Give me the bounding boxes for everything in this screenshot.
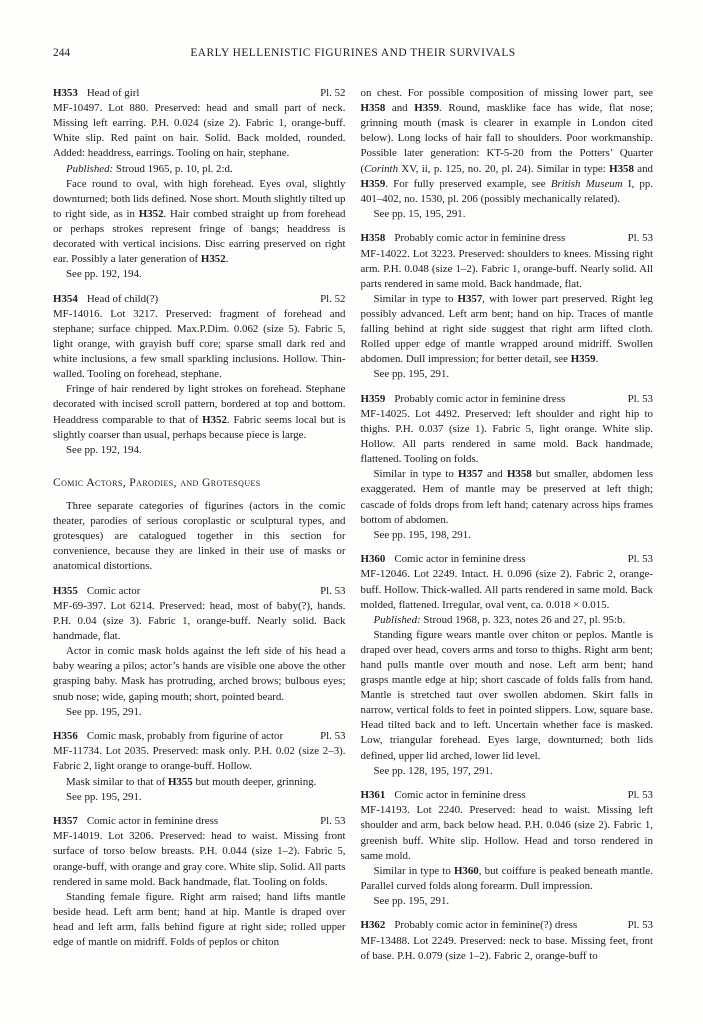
entry-header-left — [53, 292, 158, 307]
plate-reference: Pl. 53 — [320, 815, 346, 828]
catalog-reference: H352 — [202, 413, 227, 426]
entry-title: Comic actor in feminine dress — [394, 553, 526, 566]
paragraph: See pp. 192, 194. — [66, 443, 142, 456]
entry-header — [53, 292, 346, 307]
catalog-reference: H357 — [457, 292, 483, 305]
running-head — [53, 46, 653, 61]
entry-id: H359 — [360, 392, 386, 405]
entry-header — [361, 918, 654, 933]
entry-header — [361, 788, 654, 803]
italic-text: Published: — [66, 162, 114, 175]
entry-id: H354 — [53, 292, 78, 305]
column-2 — [361, 86, 654, 964]
entry-header — [361, 392, 654, 407]
entry-header — [361, 552, 654, 567]
paragraph: MF-10497. Lot 880. Preserved: head and small part of neck. Missing left earring. P.H. 0.024 (size 2). Fabric 1, orange-buff. White slip. Red paint on hair. Solid. Back molded, rounded. Added: headdress, earrings. Tooling on hair, stephane. — [53, 102, 346, 160]
entry-header-left — [53, 584, 140, 599]
running-head-title: EARLY HELLENISTIC FIGURINES AND THEIR SURVIVALS — [190, 47, 516, 59]
paragraph: Actor in comic mask holds against the left side of his head a baby wearing a pilos; actor’s hands are visible one above the other grasping baby. Mask has protruding, arched brows; bulbous eyes; snub nose; wide, gaping mouth; short, pointed beard. — [53, 645, 346, 703]
paragraph: MF-13488. Lot 2249. Preserved: neck to base. Missing feet, front of base. P.H. 0.079 (size 1–2). Fabric 2, orange-buff to — [360, 934, 653, 962]
entry-header-left — [361, 552, 526, 567]
entry-id: H356 — [53, 730, 78, 743]
paragraph: Similar in type to H360, but coiffure is peaked beneath mantle. Parallel curved folds along forearm. Dull impression. — [360, 864, 653, 892]
entry-title: Head of girl — [86, 87, 140, 100]
section-heading: Comic Actors, Parodies, and Grotesques — [53, 475, 261, 489]
entry-header-left — [53, 814, 218, 829]
entry-id: H357 — [53, 815, 78, 828]
entry-id: H353 — [53, 87, 78, 100]
entry-title: Comic actor in feminine dress — [86, 815, 219, 828]
entry-header — [53, 814, 346, 829]
paragraph: on chest. For possible composition of missing lower part, see H358 and H359. Round, masklike face has wide, flat nose; grinning mouth (mask is clearer in example in London cited below). Long locks of hair fall to shoulders. Poor workmanship. Possible later generation: KT-5-20 from the Potters’ Quarter (Corinth XV, ii, p. 125, no. 20, pl. 24). Similar in type: H358 and H359. For fully preserved example, see British Museum I, pp. 401–402, no. 1530, pl. 206 (possibly mechanically related). — [360, 87, 654, 205]
paragraph: Three separate categories of figurines (actors in the comic theater, parodies of serious coroplastic or sculptural types, and grotesques) are catalogued together in this section for convenience, because they are linked in their use of masks or anatomical distortions. — [53, 499, 346, 573]
plate-reference: Pl. 53 — [320, 584, 346, 597]
entry-title: Comic actor — [86, 584, 141, 597]
paragraph: See pp. 195, 291. — [66, 705, 142, 718]
entry-id: H355 — [53, 584, 78, 597]
paragraph: MF-14193. Lot 2240. Preserved: head to waist. Missing left shoulder and arm, back below head. P.H. 0.046 (size 2). Fabric 1, greenish buff. White slip. Hollow. Head and torso rendered in same mold. — [360, 804, 653, 862]
paragraph: Published: Stroud 1965, p. 10, pl. 2:d. — [66, 162, 233, 175]
paragraph: Standing figure wears mantle over chiton or peplos. Mantle is draped over head, covers arms and torso to thighs. Right arm bent; hand pulls mantle over mouth and nose. Left arm bent; hand grasps mantle edge at hip; short cascade of folds falls from hand. Mantle is stretched taut over swollen abdomen. Skirt falls in narrow, vertical folds to feet in pointed slippers. Low, square base. Head tilted back and to left. Uncertain whether face is masked. Low, triangular forehead. Eyes large, downturned; both lids defined, upper lid arched, lower lid level. — [360, 628, 653, 762]
italic-text: British Museum — [550, 177, 623, 190]
page-number: 244 — [53, 47, 71, 59]
entry-header — [53, 729, 346, 744]
paragraph: See pp. 128, 195, 197, 291. — [373, 764, 493, 777]
plate-reference: Pl. 52 — [320, 292, 346, 305]
catalog-reference: H358 — [609, 162, 634, 175]
entry-id: H362 — [360, 919, 386, 932]
catalog-reference: H358 — [506, 468, 532, 481]
entry-header-left — [53, 729, 283, 744]
entry-header-left — [361, 788, 526, 803]
entry-header-left — [361, 918, 578, 933]
catalog-reference: H360 — [453, 864, 479, 877]
entry-header-left — [361, 392, 566, 407]
entry-title: Probably comic actor in feminine dress — [394, 232, 566, 245]
paragraph: MF-69-397. Lot 6214. Preserved: head, most of baby(?), hands. P.H. 0.04 (size 3). Fabric 1, orange-buff. Nearly solid. Back handmade, flat. — [53, 600, 346, 643]
paragraph: MF-14025. Lot 4492. Preserved: left shoulder and right hip to thighs. P.H. 0.037 (size 1). Fabric 5, light orange. White slip. Hollow. All parts rendered in same mold. Back handmade, flattened. Tooling on folds. — [360, 407, 653, 466]
column-1 — [53, 86, 346, 964]
entry-title: Head of child(?) — [86, 292, 159, 305]
columns — [53, 86, 653, 964]
entry-id: H358 — [360, 232, 386, 245]
italic-text: Published: — [373, 613, 421, 626]
entry-header — [53, 584, 346, 599]
entry-title: Comic mask, probably from figurine of actor — [86, 730, 284, 743]
entry-title: Probably comic actor in feminine(?) dress — [394, 919, 578, 932]
entry-header — [53, 86, 346, 101]
entry-header — [361, 231, 654, 246]
catalog-reference: H358 — [360, 102, 386, 115]
paragraph: Similar in type to H357, with lower part preserved. Right leg possibly advanced. Left arm bent; hand on hip. Traces of mantle falling behind at right side suggest that right arm lifted cloth. Rolled upper edge of mantle wrapped around midriff. Swollen abdomen. Dull impression; for better detail, see H359. — [360, 292, 653, 366]
paragraph: Mask similar to that of H355 but mouth deeper, grinning. — [66, 775, 317, 788]
paragraph: MF-14022. Lot 3223. Preserved: shoulders to knees. Missing right arm. P.H. 0.048 (size 1–2). Fabric 1, orange-buff. Nearly solid. All parts rendered in same mold. Back handmade, flat. — [360, 247, 653, 290]
paragraph: Similar in type to H357 and H358 but smaller, abdomen less exaggerated. Hem of mantle may be preserved at left thigh; cascade of folds drops from left hand; catenary across hips frames bottom of abdomen. — [360, 468, 654, 526]
paragraph: See pp. 192, 194. — [66, 268, 142, 281]
plate-reference: Pl. 53 — [627, 919, 653, 932]
paragraph: See pp. 195, 291. — [373, 894, 450, 907]
entry-header-left — [361, 231, 566, 246]
entry-id: H360 — [360, 553, 386, 566]
entry-header-left — [53, 86, 139, 101]
paragraph: MF-11734. Lot 2035. Preserved: mask only. P.H. 0.02 (size 2–3). Fabric 2, light orange to orange-buff. Hollow. — [53, 745, 346, 773]
catalog-reference: H359 — [360, 177, 386, 190]
catalog-reference: H352 — [200, 253, 226, 266]
plate-reference: Pl. 53 — [627, 392, 653, 405]
catalog-reference: H359 — [414, 102, 440, 115]
plate-reference: Pl. 53 — [627, 232, 653, 245]
paragraph: See pp. 195, 291. — [373, 368, 450, 381]
italic-text: Corinth — [364, 162, 399, 175]
plate-reference: Pl. 53 — [627, 553, 653, 566]
paragraph: Face round to oval, with high forehead. Eyes oval, slightly downturned; both lids defined. Nose short. Mouth slightly tilted up to right side, as in H352. Hair combed straight up from forehead or perhaps strokes represent fringe of bangs; headdress is decorated with vertical incisions. Disc earring preserved on right ear. Possibly a later generation of H352. — [53, 177, 346, 266]
paragraph: See pp. 195, 198, 291. — [373, 528, 471, 541]
paragraph: MF-14019. Lot 3206. Preserved: head to waist. Missing front surface of torso below breasts. P.H. 0.044 (size 1–2). Fabric 5, orange-buff, with orange and gray core. White slip. Solid. All parts rendered in same mold. Back handmade, flat. Tooling on folds. — [53, 830, 346, 888]
paragraph: MF-12046. Lot 2249. Intact. H. 0.096 (size 2). Fabric 2, orange-buff. Hollow. Thick-walled. All parts rendered in same mold. Back molded, flattened. Irregular, oval vent, ca. 0.018 × 0.015. — [360, 568, 653, 611]
paragraph: Published: Stroud 1968, p. 323, notes 26 and 27, pl. 95:b. — [373, 613, 626, 626]
catalog-reference: H355 — [167, 775, 193, 788]
catalog-reference: H357 — [458, 468, 483, 481]
catalog-reference: H359 — [570, 353, 596, 366]
plate-reference: Pl. 52 — [320, 87, 346, 100]
paragraph: Standing female figure. Right arm raised; hand lifts mantle beside head. Left arm bent; hand at hip. Mantle is draped over head and left arm, falls behind figure at right side; rolled upper edge of mantle on midriff. Folds of peplos or chiton — [53, 890, 346, 948]
catalog-reference: H352 — [138, 207, 164, 220]
entry-title: Probably comic actor in feminine dress — [394, 392, 566, 405]
paragraph: See pp. 15, 195, 291. — [373, 207, 466, 220]
plate-reference: Pl. 53 — [627, 789, 653, 802]
paragraph: MF-14016. Lot 3217. Preserved: fragment of forehead and stephane; surface chipped. Max.P.Dim. 0.062 (size 5). Fabric 5, light orange, with grayish buff core; sparse small dark red and white inclusions, a few small sparkling inclusions. Hollow. Thin-walled. Tooling on forehead, stephane. — [53, 307, 346, 381]
paragraph: See pp. 195, 291. — [66, 790, 142, 803]
plate-reference: Pl. 53 — [320, 730, 346, 743]
entry-id: H361 — [360, 789, 386, 802]
paragraph: Fringe of hair rendered by light strokes on forehead. Stephane decorated with incised scroll pattern, bordered at top and bottom. Headdress comparable to that of H352. Fabric seems local but is slightly coarser than usual, perhaps because piece is large. — [53, 383, 346, 441]
entry-title: Comic actor in feminine dress — [394, 789, 526, 802]
